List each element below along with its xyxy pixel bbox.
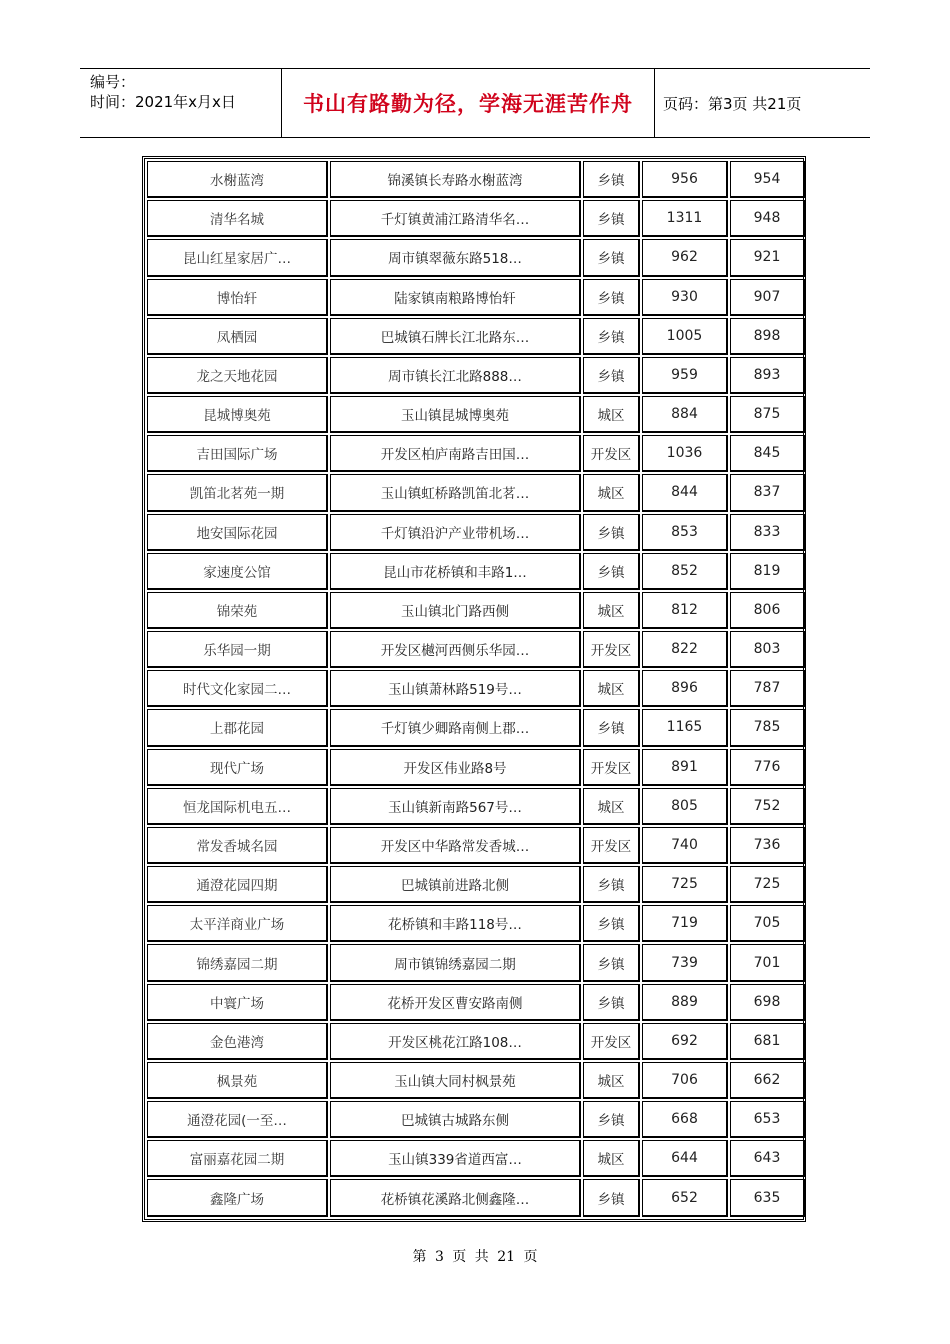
value-a-cell: 1005 xyxy=(642,318,728,355)
project-name-cell: 家速度公馆 xyxy=(147,553,328,590)
table-row xyxy=(147,670,805,707)
project-name-cell: 凤栖园 xyxy=(147,318,328,355)
value-b-cell: 921 xyxy=(730,239,805,276)
value-a-cell: 805 xyxy=(642,788,728,825)
address-cell: 昆山市花桥镇和丰路1… xyxy=(330,553,581,590)
table-row xyxy=(147,161,805,198)
value-b-cell: 803 xyxy=(730,631,805,668)
project-name-cell: 水榭蓝湾 xyxy=(147,161,328,198)
value-a-cell: 668 xyxy=(642,1101,728,1138)
project-name-cell: 清华名城 xyxy=(147,200,328,237)
header-meta xyxy=(80,69,282,137)
area-type-cell: 城区 xyxy=(583,670,640,707)
address-cell: 开发区柏庐南路吉田国… xyxy=(330,435,581,472)
project-name-cell: 乐华园一期 xyxy=(147,631,328,668)
table-row xyxy=(147,1179,805,1217)
table-row xyxy=(147,1140,805,1177)
document-number-label: 编号： xyxy=(90,73,136,91)
table-row xyxy=(147,553,805,590)
area-type-cell: 乡镇 xyxy=(583,944,640,981)
page-header xyxy=(80,68,870,138)
value-a-cell: 822 xyxy=(642,631,728,668)
area-type-cell: 乡镇 xyxy=(583,318,640,355)
project-name-cell: 地安国际花园 xyxy=(147,514,328,551)
value-b-cell: 785 xyxy=(730,709,805,746)
address-cell: 陆家镇南粮路博怡轩 xyxy=(330,279,581,316)
area-type-cell: 乡镇 xyxy=(583,279,640,316)
value-a-cell: 1165 xyxy=(642,709,728,746)
project-name-cell: 凯笛北茗苑一期 xyxy=(147,474,328,511)
value-b-cell: 662 xyxy=(730,1062,805,1099)
value-a-cell: 889 xyxy=(642,984,728,1021)
project-name-cell: 恒龙国际机电五… xyxy=(147,788,328,825)
project-name-cell: 金色港湾 xyxy=(147,1023,328,1060)
address-cell: 玉山镇北门路西侧 xyxy=(330,592,581,629)
value-b-cell: 893 xyxy=(730,357,805,394)
table-row xyxy=(147,514,805,551)
table-row xyxy=(147,827,805,864)
value-b-cell: 819 xyxy=(730,553,805,590)
area-type-cell: 城区 xyxy=(583,592,640,629)
address-cell: 花桥镇花溪路北侧鑫隆… xyxy=(330,1179,581,1217)
area-type-cell: 城区 xyxy=(583,1140,640,1177)
value-b-cell: 635 xyxy=(730,1179,805,1217)
table-row xyxy=(147,1062,805,1099)
project-name-cell: 上郡花园 xyxy=(147,709,328,746)
project-name-cell: 吉田国际广场 xyxy=(147,435,328,472)
area-type-cell: 乡镇 xyxy=(583,866,640,903)
value-a-cell: 852 xyxy=(642,553,728,590)
address-cell: 千灯镇少卿路南侧上郡… xyxy=(330,709,581,746)
table-row xyxy=(147,866,805,903)
table-row xyxy=(147,357,805,394)
header-page-code: 页码：第3页 共21页 xyxy=(663,94,802,113)
project-name-cell: 锦荣苑 xyxy=(147,592,328,629)
value-b-cell: 806 xyxy=(730,592,805,629)
value-b-cell: 954 xyxy=(730,161,805,198)
value-a-cell: 853 xyxy=(642,514,728,551)
address-cell: 开发区伟业路8号 xyxy=(330,749,581,786)
area-type-cell: 乡镇 xyxy=(583,553,640,590)
table-row xyxy=(147,592,805,629)
table-row xyxy=(147,396,805,433)
table-row xyxy=(147,474,805,511)
area-type-cell: 城区 xyxy=(583,396,640,433)
address-cell: 开发区樾河西侧乐华园… xyxy=(330,631,581,668)
area-type-cell: 开发区 xyxy=(583,1023,640,1060)
project-name-cell: 常发香城名园 xyxy=(147,827,328,864)
property-table xyxy=(142,156,806,1222)
table-row xyxy=(147,905,805,942)
value-a-cell: 740 xyxy=(642,827,728,864)
table-row xyxy=(147,1023,805,1060)
table-row xyxy=(147,709,805,746)
area-type-cell: 乡镇 xyxy=(583,239,640,276)
table-row xyxy=(147,1101,805,1138)
value-a-cell: 896 xyxy=(642,670,728,707)
address-cell: 玉山镇新南路567号… xyxy=(330,788,581,825)
area-type-cell: 乡镇 xyxy=(583,709,640,746)
value-b-cell: 898 xyxy=(730,318,805,355)
value-a-cell: 959 xyxy=(642,357,728,394)
address-cell: 花桥镇和丰路118号… xyxy=(330,905,581,942)
table-row xyxy=(147,788,805,825)
area-type-cell: 乡镇 xyxy=(583,905,640,942)
value-b-cell: 653 xyxy=(730,1101,805,1138)
address-cell: 巴城镇前进路北侧 xyxy=(330,866,581,903)
value-b-cell: 845 xyxy=(730,435,805,472)
area-type-cell: 城区 xyxy=(583,788,640,825)
table-row xyxy=(147,631,805,668)
address-cell: 巴城镇石牌长江北路东… xyxy=(330,318,581,355)
address-cell: 千灯镇沿沪产业带机场… xyxy=(330,514,581,551)
project-name-cell: 通澄花园四期 xyxy=(147,866,328,903)
area-type-cell: 乡镇 xyxy=(583,200,640,237)
value-a-cell: 891 xyxy=(642,749,728,786)
area-type-cell: 城区 xyxy=(583,474,640,511)
value-a-cell: 719 xyxy=(642,905,728,942)
area-type-cell: 城区 xyxy=(583,1062,640,1099)
project-name-cell: 龙之天地花园 xyxy=(147,357,328,394)
address-cell: 巴城镇古城路东侧 xyxy=(330,1101,581,1138)
value-b-cell: 948 xyxy=(730,200,805,237)
project-name-cell: 富丽嘉花园二期 xyxy=(147,1140,328,1177)
value-b-cell: 643 xyxy=(730,1140,805,1177)
address-cell: 玉山镇大同村枫景苑 xyxy=(330,1062,581,1099)
project-name-cell: 锦绣嘉园二期 xyxy=(147,944,328,981)
value-a-cell: 644 xyxy=(642,1140,728,1177)
value-a-cell: 812 xyxy=(642,592,728,629)
value-a-cell: 739 xyxy=(642,944,728,981)
document-time-label: 时间：2021年x月x日 xyxy=(90,93,236,111)
table-row xyxy=(147,200,805,237)
project-name-cell: 时代文化家园二… xyxy=(147,670,328,707)
value-b-cell: 833 xyxy=(730,514,805,551)
value-b-cell: 907 xyxy=(730,279,805,316)
value-b-cell: 776 xyxy=(730,749,805,786)
area-type-cell: 开发区 xyxy=(583,827,640,864)
page-footer: 第 3 页 共 21 页 xyxy=(412,1249,538,1265)
value-b-cell: 698 xyxy=(730,984,805,1021)
address-cell: 玉山镇昆城博奥苑 xyxy=(330,396,581,433)
value-a-cell: 884 xyxy=(642,396,728,433)
value-b-cell: 752 xyxy=(730,788,805,825)
value-b-cell: 837 xyxy=(730,474,805,511)
value-a-cell: 844 xyxy=(642,474,728,511)
area-type-cell: 乡镇 xyxy=(583,514,640,551)
table-row xyxy=(147,279,805,316)
table-row xyxy=(147,749,805,786)
project-name-cell: 昆山红星家居广… xyxy=(147,239,328,276)
table-row xyxy=(147,435,805,472)
table-row xyxy=(147,984,805,1021)
area-type-cell: 开发区 xyxy=(583,631,640,668)
area-type-cell: 乡镇 xyxy=(583,1101,640,1138)
area-type-cell: 乡镇 xyxy=(583,1179,640,1217)
address-cell: 花桥开发区曹安路南侧 xyxy=(330,984,581,1021)
project-name-cell: 太平洋商业广场 xyxy=(147,905,328,942)
project-name-cell: 鑫隆广场 xyxy=(147,1179,328,1217)
value-b-cell: 875 xyxy=(730,396,805,433)
address-cell: 锦溪镇长寿路水榭蓝湾 xyxy=(330,161,581,198)
value-a-cell: 652 xyxy=(642,1179,728,1217)
value-a-cell: 962 xyxy=(642,239,728,276)
area-type-cell: 乡镇 xyxy=(583,357,640,394)
table-row xyxy=(147,944,805,981)
address-cell: 玉山镇虹桥路凯笛北茗… xyxy=(330,474,581,511)
address-cell: 周市镇翠薇东路518… xyxy=(330,239,581,276)
address-cell: 开发区桃花江路108… xyxy=(330,1023,581,1060)
area-type-cell: 开发区 xyxy=(583,435,640,472)
value-b-cell: 725 xyxy=(730,866,805,903)
address-cell: 周市镇长江北路888… xyxy=(330,357,581,394)
address-cell: 开发区中华路常发香城… xyxy=(330,827,581,864)
project-name-cell: 通澄花园(一至… xyxy=(147,1101,328,1138)
value-a-cell: 1036 xyxy=(642,435,728,472)
value-b-cell: 705 xyxy=(730,905,805,942)
project-name-cell: 昆城博奥苑 xyxy=(147,396,328,433)
table-row xyxy=(147,239,805,276)
property-table-body xyxy=(147,161,805,1217)
project-name-cell: 现代广场 xyxy=(147,749,328,786)
area-type-cell: 乡镇 xyxy=(583,984,640,1021)
address-cell: 周市镇锦绣嘉园二期 xyxy=(330,944,581,981)
address-cell: 千灯镇黄浦江路清华名… xyxy=(330,200,581,237)
header-motto: 书山有路勤为径，学海无涯苦作舟 xyxy=(282,69,655,137)
value-b-cell: 701 xyxy=(730,944,805,981)
project-name-cell: 枫景苑 xyxy=(147,1062,328,1099)
value-a-cell: 1311 xyxy=(642,200,728,237)
value-a-cell: 706 xyxy=(642,1062,728,1099)
value-b-cell: 736 xyxy=(730,827,805,864)
value-b-cell: 681 xyxy=(730,1023,805,1060)
address-cell: 玉山镇萧林路519号… xyxy=(330,670,581,707)
value-a-cell: 956 xyxy=(642,161,728,198)
project-name-cell: 博怡轩 xyxy=(147,279,328,316)
value-a-cell: 692 xyxy=(642,1023,728,1060)
table-row xyxy=(147,318,805,355)
value-b-cell: 787 xyxy=(730,670,805,707)
area-type-cell: 乡镇 xyxy=(583,161,640,198)
address-cell: 玉山镇339省道西富… xyxy=(330,1140,581,1177)
project-name-cell: 中寰广场 xyxy=(147,984,328,1021)
area-type-cell: 开发区 xyxy=(583,749,640,786)
value-a-cell: 930 xyxy=(642,279,728,316)
value-a-cell: 725 xyxy=(642,866,728,903)
